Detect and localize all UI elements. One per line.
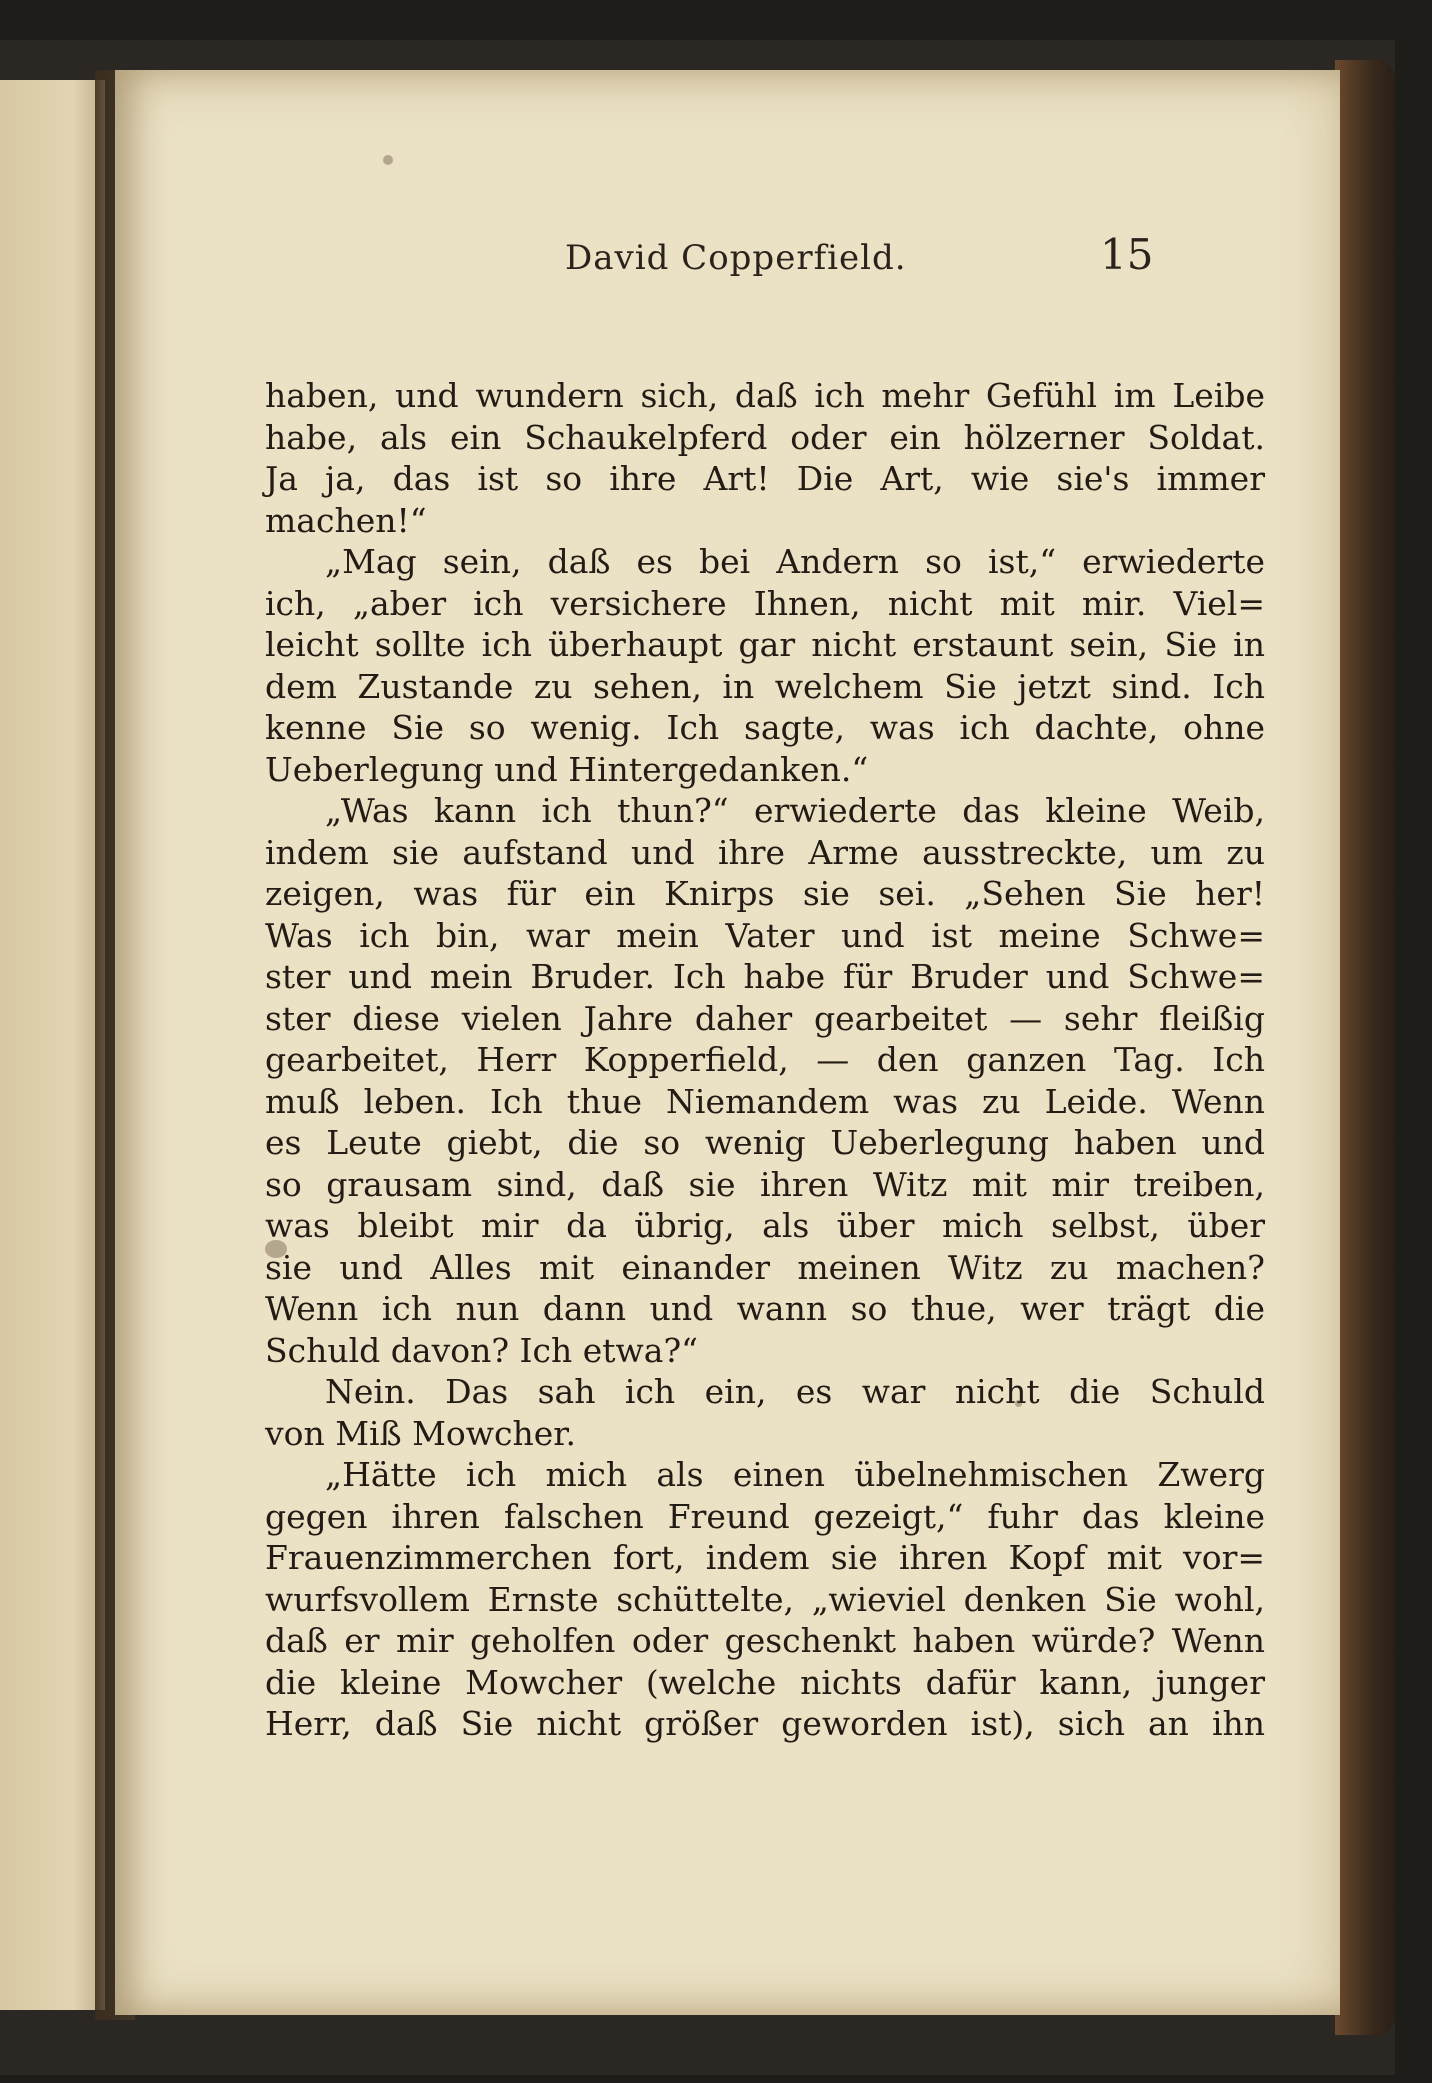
text-line: indem sie aufstand und ihre Arme ausstreckte, um zu [265, 832, 1265, 872]
paper-stain [383, 155, 393, 165]
text-line: Ueberlegung und Hintergedanken.“ [265, 749, 869, 789]
text-line: gearbeitet, Herr Kopperfield, — den ganzen Tag. Ich [265, 1040, 1265, 1079]
running-title: David Copperfield. [565, 238, 907, 278]
page-number: 15 [1100, 230, 1154, 279]
text-line: die kleine Mowcher (welche nichts dafür kann, junger [265, 1662, 1265, 1702]
text-line: Ja ja, das ist so ihre Art! Die Art, wie sie's immer [265, 459, 1265, 498]
text-line: ich, „aber ich versichere Ihnen, nicht mit mir. Viel= [265, 583, 1265, 623]
text-line: ster und mein Bruder. Ich habe für Bruder und Schwe= [265, 957, 1265, 996]
paper-stain [265, 1240, 287, 1258]
text-line: wurfsvollem Ernste schüttelte, „wieviel denken Sie wohl, [265, 1579, 1265, 1619]
text-line: muß leben. Ich thue Niemandem was zu Leide. Wenn [265, 1081, 1265, 1121]
text-line: haben, und wundern sich, daß ich mehr Gefühl im Leibe [265, 376, 1265, 415]
text-line: Was ich bin, war mein Vater und ist meine Schwe= [265, 915, 1265, 955]
text-line: Schuld davon? Ich etwa?“ [265, 1330, 699, 1370]
book-page [115, 70, 1340, 2015]
text-line: leicht sollte ich überhaupt gar nicht erstaunt sein, Sie in [265, 625, 1265, 664]
text-line: so grausam sind, daß sie ihren Witz mit mir treiben, [265, 1164, 1265, 1204]
text-line: ster diese vielen Jahre daher gearbeitet — sehr fleißig [265, 998, 1265, 1038]
text-line: Herr, daß Sie nicht größer geworden ist), sich an ihn [265, 1704, 1265, 1743]
text-line: gegen ihren falschen Freund gezeigt,“ fuhr das kleine [265, 1496, 1265, 1536]
text-line: daß er mir geholfen oder geschenkt haben würde? Wenn [265, 1621, 1265, 1660]
text-line: es Leute giebt, die so wenig Ueberlegung haben und [265, 1123, 1265, 1162]
text-line: dem Zustande zu sehen, in welchem Sie jetzt sind. Ich [265, 666, 1265, 706]
text-line: sie und Alles mit einander meinen Witz zu machen? [265, 1247, 1265, 1287]
text-line: machen!“ [265, 500, 427, 540]
book-cover-edge [1335, 60, 1395, 2035]
text-line: „Hätte ich mich als einen übelnehmischen Zwerg [325, 1455, 1265, 1494]
paper-stain [1015, 1400, 1022, 1407]
text-line: Nein. Das sah ich ein, es war nicht die Schuld [325, 1372, 1265, 1411]
text-line: „Mag sein, daß es bei Andern so ist,“ erwiederte [325, 542, 1265, 581]
text-line: was bleibt mir da übrig, als über mich selbst, über [265, 1206, 1265, 1245]
text-line: Wenn ich nun dann und wann so thue, wer trägt die [265, 1289, 1265, 1328]
text-line: zeigen, was für ein Knirps sie sei. „Sehen Sie her! [265, 874, 1265, 913]
text-line: „Was kann ich thun?“ erwiederte das kleine Weib, [325, 791, 1265, 830]
running-header [115, 228, 1340, 288]
text-line: habe, als ein Schaukelpferd oder ein hölzerner Soldat. [265, 417, 1265, 457]
text-line: kenne Sie so wenig. Ich sagte, was ich dachte, ohne [265, 708, 1265, 747]
previous-page-edge [0, 80, 105, 2010]
text-line: von Miß Mowcher. [265, 1413, 576, 1453]
body-text [265, 375, 1265, 1745]
text-line: Frauenzimmerchen fort, indem sie ihren Kopf mit vor= [265, 1538, 1265, 1577]
